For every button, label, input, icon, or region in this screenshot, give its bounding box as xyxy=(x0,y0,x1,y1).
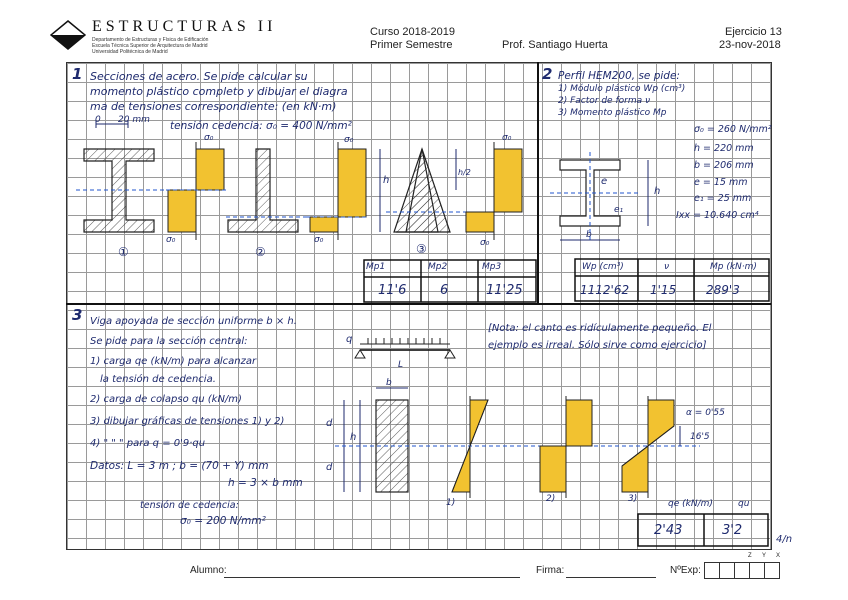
sigma-label-1b: σ₀ xyxy=(166,235,176,245)
section-2-text-1: Perfil HEM200, se pide: xyxy=(558,70,680,82)
dim-20mm: 20 mm xyxy=(118,115,150,125)
section-d-label-2: d xyxy=(326,462,333,473)
section-2-text-3: 2) Factor de forma ν xyxy=(558,96,650,106)
qu-header: qu xyxy=(738,499,750,509)
prop-h: h = 220 mm xyxy=(694,143,754,154)
semester-label: Primer Semestre xyxy=(370,39,453,51)
mp3-header: Mp3 xyxy=(482,262,502,272)
section-3-line-3: 1) carga qe (kN/m) para alcanzar xyxy=(90,356,257,367)
professor-label: Prof. Santiago Huerta xyxy=(502,39,608,51)
mp2-header: Mp2 xyxy=(428,262,448,272)
course-label: Curso 2018-2019 xyxy=(370,26,456,38)
qe-header: qe (kN/m) xyxy=(668,499,713,509)
sigma-label-3b: σ₀ xyxy=(480,238,490,248)
figure-label-2: ② xyxy=(255,245,266,259)
diagram-label-2: 2) xyxy=(546,494,556,504)
box-letter-x: X xyxy=(776,553,781,559)
sigma-label-2b: σ₀ xyxy=(314,235,324,245)
stress-block-3-bottom xyxy=(466,212,494,232)
university-logo-icon xyxy=(50,20,86,50)
mp-header: Mp (kN·m) xyxy=(710,262,757,272)
header xyxy=(0,0,848,58)
h-dim-label: h xyxy=(383,175,390,186)
nu-value: 1'15 xyxy=(650,283,677,297)
box-letter-z: Z xyxy=(748,553,752,559)
fig-e-label: e xyxy=(601,176,608,187)
nexp-label: NºExp: xyxy=(670,565,701,576)
prop-b: b = 206 mm xyxy=(694,160,754,171)
prop-sigma: σ₀ = 260 N/mm² xyxy=(694,124,772,135)
sigma-label-3a: σ₀ xyxy=(502,133,512,143)
section-1-figures xyxy=(66,62,538,304)
qu-value: 3'2 xyxy=(722,523,743,538)
section-3-note: [Nota: el canto es ridículamente pequeño. El ejemplo es irreal. Sólo sirve como ejercicio] xyxy=(488,323,712,351)
stress-block-1-top xyxy=(196,149,224,190)
section-3-line-6: 3) dibujar gráficas de tensiones 1) y 2) xyxy=(90,416,285,427)
section-3-line-4: la tensión de cedencia. xyxy=(100,374,216,385)
triangle-section-3 xyxy=(394,149,450,232)
box-letter-y: Y xyxy=(762,553,767,559)
section-3-line-5: 2) carga de colapso qu (kN/m) xyxy=(90,394,242,405)
firma-label: Firma: xyxy=(536,565,565,576)
section-3-line-7: 4) " " " para q = 0'9·qu xyxy=(90,438,206,449)
nu-header: ν xyxy=(664,262,670,272)
section-1-text-3: ma de tensiones correspondiente: (en kN·m) xyxy=(90,100,337,113)
prop-e: e = 15 mm xyxy=(694,177,748,188)
fig-e1-label: e₁ xyxy=(614,205,624,215)
section-2-text-4: 3) Momento plástico Mp xyxy=(558,108,667,118)
section-3-line-2: Se pide para la sección central: xyxy=(90,336,248,347)
sigma-label-2a: σ₀ xyxy=(344,135,354,145)
corner-mark: 4/n xyxy=(776,534,793,545)
firma-field[interactable] xyxy=(566,576,656,578)
dept-line-1: Departamento de Estructuras y Física de Edificación xyxy=(92,37,209,43)
dept-line-2: Escuela Técnica Superior de Arquitectura de Madrid xyxy=(92,43,208,49)
section-2-number: 2 xyxy=(542,65,553,83)
qe-value: 2'43 xyxy=(654,523,683,538)
section-3-line-10: tensión de cedencia: xyxy=(140,500,239,511)
mp1-header: Mp1 xyxy=(366,262,386,272)
yield-stress-1: tensión cedencia: σ₀ = 400 N/mm² xyxy=(170,120,352,132)
dept-line-3: Universidad Politécnica de Madrid xyxy=(92,49,168,55)
nexp-boxes[interactable] xyxy=(704,562,780,579)
section-1-text-2: momento plástico completo y dibujar el diagra xyxy=(90,85,348,98)
diagram-label-3: 3) xyxy=(628,494,638,504)
section-3-line-9: h = 3 × b mm xyxy=(228,477,303,489)
date-label: 23-nov-2018 xyxy=(719,39,781,51)
stress-block-1-bottom xyxy=(168,190,196,232)
stress-block-2-top xyxy=(338,149,366,217)
stress-block-3-top xyxy=(494,149,522,212)
mp2-value: 6 xyxy=(440,283,449,298)
section-3-line-1: Viga apoyada de sección uniforme b × h. xyxy=(90,316,297,327)
mp1-value: 11'6 xyxy=(378,283,407,298)
wp-value: 1112'62 xyxy=(580,283,630,297)
sigma-label-1a: σ₀ xyxy=(204,133,214,143)
t-beam-section-2 xyxy=(228,149,298,232)
mp3-value: 11'25 xyxy=(486,283,523,298)
mp-value: 289'3 xyxy=(706,283,740,297)
section-d-label-1: d xyxy=(326,418,333,429)
section-1-text-1: Secciones de acero. Se pide calcular su xyxy=(90,70,308,83)
diagram-label-1: 1) xyxy=(446,498,456,508)
alumno-label: Alumno: xyxy=(190,565,227,576)
logo-title: ESTRUCTURAS II xyxy=(92,18,277,35)
exercise-label: Ejercicio 13 xyxy=(725,26,782,38)
beam-load-diagram xyxy=(355,338,455,358)
section-1-number: 1 xyxy=(72,65,83,83)
fig-h-label: h xyxy=(654,186,661,197)
alumno-field[interactable] xyxy=(224,576,520,578)
section-2-text-2: 1) Módulo plástico Wp (cm³) xyxy=(558,84,686,94)
prop-e1: e₁ = 25 mm xyxy=(694,193,752,204)
h2-dim-label: h/2 xyxy=(458,168,471,177)
figure-label-3: ③ xyxy=(416,242,427,256)
prop-ixx: Ixx = 10.640 cm⁴ xyxy=(676,210,759,221)
hem200-profile xyxy=(540,150,670,250)
value-16-5: 16'5 xyxy=(690,432,710,442)
stress-block-2-bottom xyxy=(310,217,338,232)
dim-zero: 0 xyxy=(95,115,101,125)
fig-b-label: b xyxy=(586,230,592,240)
beam-q-label: q xyxy=(346,334,353,345)
section-3-line-11: σ₀ = 200 N/mm² xyxy=(180,515,266,527)
section-3-line-8: Datos: L = 3 m ; b = (70 + Y) mm xyxy=(90,460,269,472)
beam-L-label: L xyxy=(398,360,404,370)
section-h-label: h xyxy=(350,432,357,443)
figure-label-1: ① xyxy=(118,245,129,259)
section-b-label: b xyxy=(386,378,392,388)
section-3-number: 3 xyxy=(72,306,83,324)
wp-header: Wp (cm³) xyxy=(582,262,624,272)
alpha-label: α = 0'55 xyxy=(686,408,725,418)
